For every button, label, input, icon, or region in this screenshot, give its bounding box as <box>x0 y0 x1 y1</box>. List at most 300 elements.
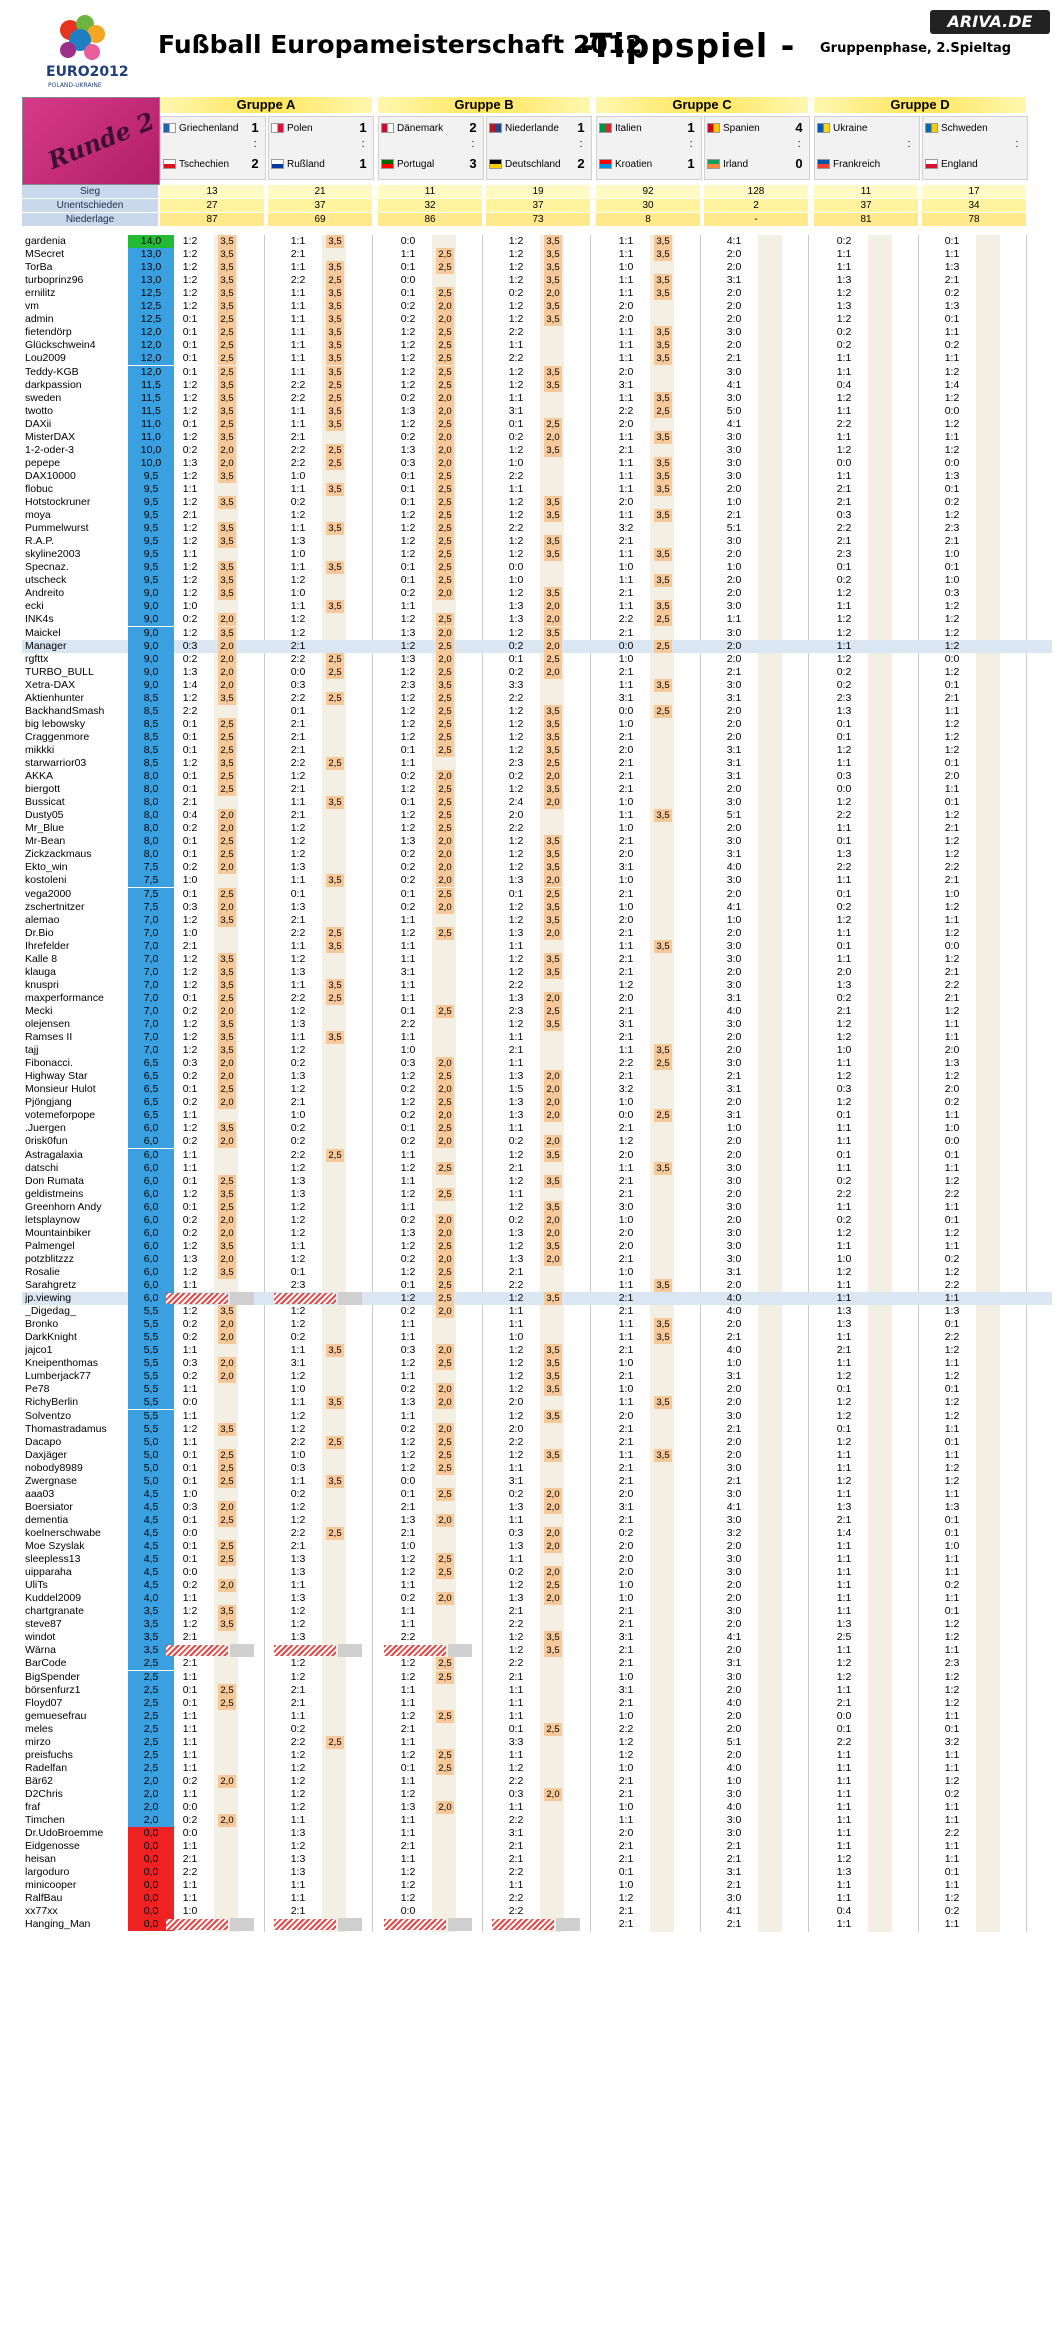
tip-value: 1:0 <box>618 1879 634 1892</box>
tip-value: 0:1 <box>944 1513 960 1526</box>
tip-value: 2:2 <box>618 1057 634 1070</box>
table-row <box>22 574 1052 587</box>
tip-value: 1:0 <box>726 561 742 574</box>
tip-value: 0:3 <box>836 509 852 522</box>
tip-points: 2,5 <box>326 274 344 287</box>
score-separator: : <box>471 138 475 150</box>
tip-value: 2:2 <box>182 1866 198 1879</box>
tip-value: 1:1 <box>836 430 852 443</box>
tip-value: 2:2 <box>508 1435 524 1448</box>
tip-value: 1:2 <box>508 835 524 848</box>
tip-value: 1:1 <box>400 1318 416 1331</box>
player-points: 2,0 <box>128 1814 174 1827</box>
tip-value: 1:1 <box>836 352 852 365</box>
table-row <box>22 1501 1052 1514</box>
tip-value: 2:1 <box>618 1840 634 1853</box>
table-row <box>22 274 1052 287</box>
tip-value: 1:1 <box>836 1200 852 1213</box>
tip-value: 1:3 <box>400 443 416 456</box>
tip-points: 3,5 <box>654 1044 672 1057</box>
tip-value: 1:2 <box>944 743 960 756</box>
player-name: jajco1 <box>25 1344 53 1357</box>
tip-points: 2,5 <box>218 744 236 757</box>
tip-points: 2,5 <box>436 1292 454 1305</box>
tip-value: 1:3 <box>290 535 306 548</box>
table-row <box>22 1410 1052 1423</box>
tip-points: 2,0 <box>218 809 236 822</box>
tip-value: 0:2 <box>290 1122 306 1135</box>
tip-value: 1:2 <box>290 822 306 835</box>
tip-points: 2,5 <box>326 927 344 940</box>
tip-value: 1:3 <box>290 1866 306 1879</box>
score-separator: : <box>1015 138 1019 150</box>
tip-value: 2:0 <box>618 365 634 378</box>
tip-value: 1:2 <box>508 900 524 913</box>
tip-value: 1:1 <box>618 1448 634 1461</box>
table-row <box>22 888 1052 901</box>
tip-points: 3,5 <box>654 248 672 261</box>
tip-value: 2:1 <box>290 1905 306 1918</box>
tip-value: 1:3 <box>290 1553 306 1566</box>
tip-value: 1:1 <box>944 1879 960 1892</box>
tip-value: 2:2 <box>618 613 634 626</box>
tip-points: 3,5 <box>326 366 344 379</box>
tip-points: 2,5 <box>436 418 454 431</box>
tip-points: 2,0 <box>218 1357 236 1370</box>
player-name: turboprinz96 <box>25 274 84 287</box>
tip-value: 2:0 <box>618 1239 634 1252</box>
tip-value: 1:1 <box>508 1553 524 1566</box>
tip-value: 1:1 <box>508 1513 524 1526</box>
tip-points: 2,0 <box>544 640 562 653</box>
tip-points: 2,5 <box>436 692 454 705</box>
tip-value: 1:1 <box>508 1318 524 1331</box>
tip-value: 1:2 <box>944 926 960 939</box>
tip-value: 1:1 <box>944 1918 960 1931</box>
tip-value: 3:1 <box>726 1109 742 1122</box>
tip-value: 1:1 <box>508 1187 524 1200</box>
player-name: heisan <box>25 1853 56 1866</box>
tip-points: 3,5 <box>326 261 344 274</box>
player-points: 9,0 <box>128 627 174 640</box>
player-points: 2,5 <box>128 1710 174 1723</box>
tip-value: 0:2 <box>508 1213 524 1226</box>
tip-value: 1:1 <box>836 1448 852 1461</box>
team-away <box>271 157 325 173</box>
home-goals: 1 <box>687 120 695 135</box>
table-row <box>22 1005 1052 1018</box>
table-row <box>22 627 1052 640</box>
player-name: Daxjäger <box>25 1448 68 1461</box>
table-row <box>22 835 1052 848</box>
tip-value: 1:1 <box>618 1318 634 1331</box>
tip-value: 2:1 <box>618 1305 634 1318</box>
tip-value: 1:1 <box>618 274 634 287</box>
missing-points <box>338 1644 362 1657</box>
player-name: Monsieur Hulot <box>25 1083 96 1096</box>
tip-value: 0:2 <box>290 1135 306 1148</box>
tip-points: 2,0 <box>218 901 236 914</box>
tip-points: 2,0 <box>218 640 236 653</box>
player-points: 11,5 <box>128 379 174 392</box>
tip-points: 2,5 <box>436 535 454 548</box>
tip-value: 3:0 <box>726 1200 742 1213</box>
tip-points: 2,0 <box>436 901 454 914</box>
table-row <box>22 653 1052 666</box>
player-points: 9,0 <box>128 587 174 600</box>
team-home <box>599 121 642 137</box>
tip-value: 1:2 <box>290 1370 306 1383</box>
tip-value: 0:1 <box>182 1174 198 1187</box>
flag-icon <box>707 123 720 133</box>
tip-points: 2,0 <box>436 1109 454 1122</box>
player-name: 0risk0fun <box>25 1135 68 1148</box>
tip-value: 1:2 <box>182 978 198 991</box>
tip-value: 1:1 <box>290 1031 306 1044</box>
tip-value: 1:2 <box>944 443 960 456</box>
table-row <box>22 1710 1052 1723</box>
tip-value: 1:2 <box>400 352 416 365</box>
player-name: Teddy-KGB <box>25 365 79 378</box>
tip-value: 1:1 <box>944 1801 960 1813</box>
tip-value: 1:1 <box>182 1383 198 1396</box>
table-row <box>22 1866 1052 1879</box>
player-points: 6,0 <box>128 1188 174 1201</box>
player-points: 4,5 <box>128 1527 174 1540</box>
tip-value: 0:3 <box>836 1083 852 1096</box>
tip-points: 2,5 <box>326 392 344 405</box>
tip-value: 1:1 <box>944 248 960 261</box>
tip-value: 2:2 <box>836 522 852 535</box>
player-name: moya <box>25 509 51 522</box>
player-name: Highway Star <box>25 1070 88 1083</box>
player-points: 4,5 <box>128 1540 174 1553</box>
tip-value: 1:2 <box>508 1448 524 1461</box>
tip-points: 2,0 <box>544 1501 562 1514</box>
tip-points: 2,0 <box>436 1592 454 1605</box>
table-row <box>22 1644 1052 1657</box>
tip-value: 1:2 <box>400 1096 416 1109</box>
tip-value: 0:0 <box>182 1396 198 1409</box>
tip-value: 1:3 <box>944 1500 960 1513</box>
tip-value: 0:2 <box>400 313 416 326</box>
stat-value: 13 <box>160 185 264 198</box>
tip-value: 2:2 <box>508 522 524 535</box>
tip-value: 2:0 <box>726 287 742 300</box>
tip-value: 1:2 <box>400 326 416 339</box>
tip-value: 1:2 <box>400 1553 416 1566</box>
player-name: jp.viewing <box>25 1292 72 1305</box>
tip-value: 1:2 <box>182 1605 198 1618</box>
tip-points: 3,5 <box>544 1292 562 1305</box>
tip-value: 1:2 <box>182 300 198 313</box>
tip-value: 1:1 <box>944 1018 960 1030</box>
tip-value: 1:1 <box>836 1814 852 1827</box>
player-points: 2,0 <box>128 1801 174 1814</box>
tip-value: 3:1 <box>726 991 742 1004</box>
tip-value: 1:1 <box>836 926 852 939</box>
tip-value: 2:1 <box>182 1853 198 1866</box>
tip-value: 3:0 <box>726 1827 742 1840</box>
tip-points: 2,0 <box>218 653 236 666</box>
tip-value: 4:1 <box>726 1631 742 1644</box>
table-row <box>22 966 1052 979</box>
player-points: 5,5 <box>128 1305 174 1318</box>
table-row <box>22 1057 1052 1070</box>
player-points: 8,0 <box>128 796 174 809</box>
tip-value: 0:2 <box>508 1566 524 1579</box>
table-row <box>22 535 1052 548</box>
player-points: 6,5 <box>128 1109 174 1122</box>
tip-points: 2,0 <box>544 1592 562 1605</box>
tip-value: 1:2 <box>400 704 416 717</box>
tip-value: 1:2 <box>290 1422 306 1435</box>
tip-points: 3,5 <box>654 274 672 287</box>
tip-points: 3,5 <box>654 457 672 470</box>
tip-value: 1:1 <box>290 939 306 952</box>
tip-value: 1:1 <box>182 1592 198 1605</box>
tip-value: 0:1 <box>836 1722 852 1735</box>
tip-value: 0:3 <box>182 639 198 652</box>
player-name: BarCode <box>25 1657 67 1670</box>
tip-value: 0:3 <box>182 1500 198 1513</box>
tip-points: 2,5 <box>436 470 454 483</box>
tip-value: 0:2 <box>182 1135 198 1148</box>
tip-value: 1:3 <box>508 1500 524 1513</box>
tip-value: 2:1 <box>508 1670 524 1683</box>
tip-value: 1:1 <box>400 1174 416 1187</box>
table-row <box>22 796 1052 809</box>
tip-points: 3,5 <box>218 431 236 444</box>
tip-value: 2:0 <box>618 1540 634 1552</box>
tip-value: 1:5 <box>508 1083 524 1096</box>
tip-value: 1:2 <box>400 665 416 678</box>
tip-value: 3:0 <box>726 1553 742 1566</box>
tip-points: 2,0 <box>544 1109 562 1122</box>
tip-value: 0:2 <box>836 326 852 339</box>
tip-points: 2,5 <box>544 757 562 770</box>
tip-value: 0:2 <box>508 1135 524 1148</box>
tip-points: 2,5 <box>218 1553 236 1566</box>
tip-points: 2,5 <box>436 1671 454 1684</box>
tip-value: 4:0 <box>726 1696 742 1709</box>
tip-value: 2:2 <box>508 469 524 482</box>
score-separator: : <box>253 138 257 150</box>
tip-points: 2,0 <box>436 627 454 640</box>
tip-value: 1:1 <box>290 1579 306 1592</box>
table-row <box>22 1162 1052 1175</box>
table-row <box>22 392 1052 405</box>
tip-value: 2:2 <box>290 926 306 939</box>
player-name: Lou2009 <box>25 352 66 365</box>
tip-value: 2:0 <box>618 1566 634 1579</box>
tip-value: 1:2 <box>944 809 960 822</box>
tip-value: 1:0 <box>508 1331 524 1344</box>
tip-points: 3,5 <box>218 1618 236 1631</box>
tip-value: 0:1 <box>182 783 198 796</box>
tip-points: 3,5 <box>544 1631 562 1644</box>
tip-value: 0:2 <box>400 391 416 404</box>
tip-value: 1:0 <box>182 1905 198 1918</box>
tip-value: 1:2 <box>400 509 416 522</box>
player-name: utscheck <box>25 574 67 587</box>
tip-value: 1:1 <box>182 1161 198 1174</box>
tip-value: 1:1 <box>290 1474 306 1487</box>
tip-value: 0:2 <box>508 639 524 652</box>
tip-value: 1:2 <box>836 1226 852 1239</box>
tip-value: 1:2 <box>508 1174 524 1187</box>
player-name: twotto <box>25 404 54 417</box>
tip-value: 1:1 <box>944 1566 960 1579</box>
tip-value: 1:2 <box>182 1239 198 1252</box>
tip-value: 1:3 <box>836 1866 852 1879</box>
tip-value: 2:2 <box>290 757 306 769</box>
tip-value: 5:0 <box>726 404 742 417</box>
tip-points: 2,5 <box>218 326 236 339</box>
tip-points: 2,0 <box>544 1488 562 1501</box>
tip-value: 2:2 <box>836 1187 852 1200</box>
tip-value: 3:1 <box>726 274 742 287</box>
tip-value: 1:3 <box>290 1018 306 1030</box>
tip-points: 2,0 <box>544 1527 562 1540</box>
tip-value: 2:1 <box>182 509 198 522</box>
tip-value: 0:3 <box>182 900 198 913</box>
tip-value: 0:1 <box>290 1265 306 1278</box>
tip-points: 2,5 <box>326 1527 344 1540</box>
tip-value: 2:1 <box>618 1696 634 1709</box>
tip-value: 2:0 <box>618 1226 634 1239</box>
ariva-logo[interactable] <box>930 10 1050 34</box>
tip-value: 2:1 <box>618 757 634 769</box>
tip-value: 1:1 <box>400 1579 416 1592</box>
table-row <box>22 1135 1052 1148</box>
tip-value: 1:1 <box>400 991 416 1004</box>
tip-value: 1:3 <box>508 1070 524 1083</box>
tip-value: 1:1 <box>618 548 634 561</box>
tip-value: 3:0 <box>726 1252 742 1265</box>
player-name: largoduro <box>25 1866 70 1879</box>
tip-value: 3:0 <box>726 678 742 691</box>
tip-points: 3,5 <box>544 1370 562 1383</box>
tip-value: 2:0 <box>726 1383 742 1396</box>
table-row <box>22 1749 1052 1762</box>
tip-value: 1:2 <box>508 313 524 326</box>
tip-value: 1:1 <box>508 1879 524 1892</box>
tip-points: 2,5 <box>436 1462 454 1475</box>
tip-value: 2:2 <box>508 1774 524 1787</box>
player-name: sleepless13 <box>25 1553 81 1566</box>
player-points: 5,5 <box>128 1410 174 1423</box>
tip-value: 4:1 <box>726 417 742 430</box>
tip-value: 2:1 <box>618 1853 634 1866</box>
tip-value: 1:0 <box>618 1383 634 1396</box>
player-points: 13,0 <box>128 248 174 261</box>
tip-value: 2:1 <box>182 1657 198 1670</box>
tip-value: 1:1 <box>400 1031 416 1044</box>
player-points: 4,5 <box>128 1514 174 1527</box>
tip-value: 1:2 <box>290 952 306 965</box>
tip-value: 1:1 <box>290 561 306 574</box>
tip-value: 1:2 <box>944 1344 960 1357</box>
tip-points: 2,0 <box>218 1096 236 1109</box>
tip-points: 2,0 <box>544 1083 562 1096</box>
tip-value: 1:1 <box>400 978 416 991</box>
tip-value: 2:1 <box>400 1722 416 1735</box>
tip-value: 0:2 <box>182 1070 198 1083</box>
tip-points: 3,5 <box>218 627 236 640</box>
tip-value: 1:2 <box>400 1161 416 1174</box>
tip-points: 3,5 <box>654 679 672 692</box>
tip-points: 2,0 <box>218 1057 236 1070</box>
tip-value: 0:2 <box>400 1252 416 1265</box>
tip-points: 3,5 <box>326 874 344 887</box>
tip-value: 1:2 <box>182 1018 198 1030</box>
tip-value: 2:1 <box>618 952 634 965</box>
team-name: Portugal <box>397 159 435 170</box>
player-name: Bussicat <box>25 796 65 809</box>
tip-value: 1:2 <box>836 626 852 639</box>
tip-value: 1:1 <box>290 300 306 313</box>
tip-value: 0:0 <box>618 639 634 652</box>
tip-points: 2,0 <box>544 770 562 783</box>
tip-points: 3,5 <box>326 405 344 418</box>
tip-value: 0:3 <box>290 678 306 691</box>
table-row <box>22 326 1052 339</box>
tip-value: 1:1 <box>944 1709 960 1722</box>
tip-value: 1:2 <box>944 600 960 613</box>
tip-value: 0:2 <box>944 496 960 508</box>
tip-value: 2:0 <box>726 1213 742 1226</box>
tip-points: 3,5 <box>544 235 562 248</box>
tip-value: 1:1 <box>290 1814 306 1827</box>
tip-value: 1:1 <box>290 1879 306 1892</box>
tip-value: 1:0 <box>618 1709 634 1722</box>
tip-value: 0:1 <box>400 1487 416 1500</box>
tip-value: 0:2 <box>400 1213 416 1226</box>
tip-value: 2:0 <box>726 261 742 274</box>
tip-value: 1:2 <box>290 1605 306 1618</box>
tip-value: 0:1 <box>836 939 852 952</box>
tip-value: 1:2 <box>836 1409 852 1422</box>
tip-value: 1:1 <box>400 1814 416 1827</box>
missing-points <box>338 1292 362 1305</box>
tip-value: 2:2 <box>290 378 306 391</box>
tip-points: 2,0 <box>218 822 236 835</box>
tip-value: 1:2 <box>400 535 416 548</box>
player-name: skyline2003 <box>25 548 81 561</box>
tip-value: 3:1 <box>400 965 416 978</box>
tip-value: 2:2 <box>400 1018 416 1030</box>
tip-value: 1:1 <box>944 1592 960 1605</box>
tip-value: 3:0 <box>726 600 742 613</box>
tip-points: 2,5 <box>436 1096 454 1109</box>
tip-value: 2:1 <box>944 274 960 287</box>
tip-value: 1:2 <box>182 391 198 404</box>
tip-value: 1:2 <box>290 1500 306 1513</box>
player-points: 2,5 <box>128 1657 174 1670</box>
stats-labels <box>22 185 158 227</box>
tip-value: 1:1 <box>618 1044 634 1057</box>
tip-points: 3,5 <box>654 235 672 248</box>
player-points: 10,0 <box>128 457 174 470</box>
tip-points: 2,5 <box>218 339 236 352</box>
tip-value: 0:3 <box>182 1357 198 1370</box>
tip-value: 1:2 <box>290 1409 306 1422</box>
tip-value: 1:0 <box>618 1357 634 1370</box>
tip-value: 0:1 <box>508 1722 524 1735</box>
tip-value: 2:2 <box>508 822 524 835</box>
tip-value: 1:1 <box>618 600 634 613</box>
